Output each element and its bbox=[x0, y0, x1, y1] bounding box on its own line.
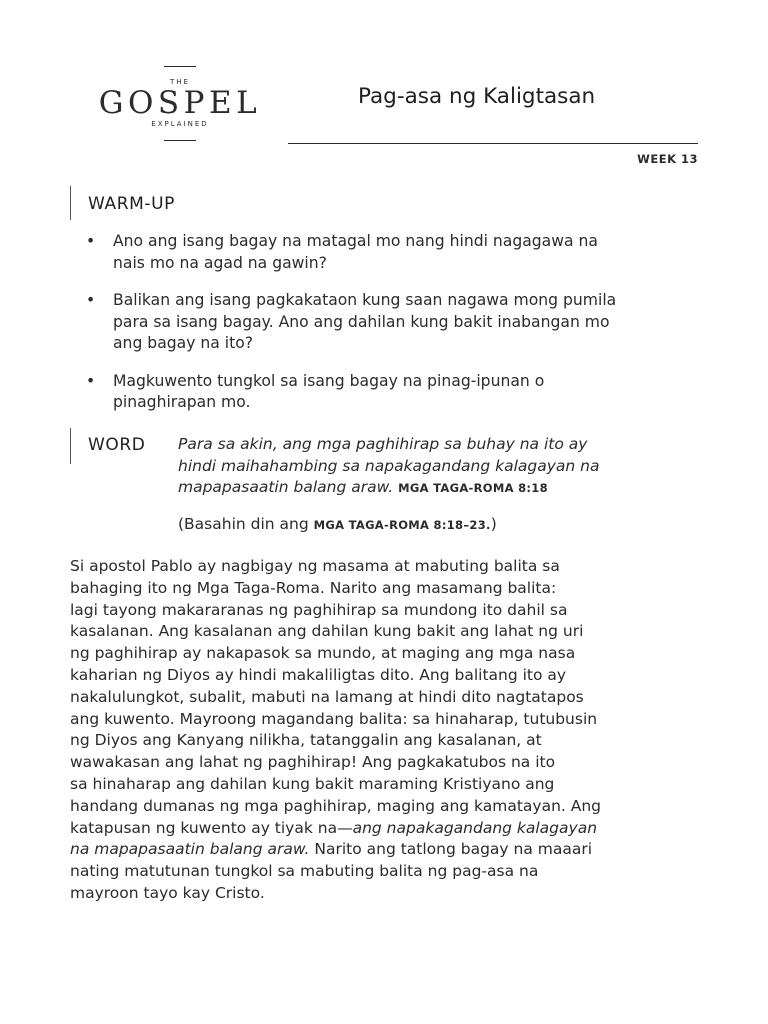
warmup-heading: WARM-UP bbox=[88, 194, 176, 214]
body-line: handang dumanas ng mga paghihirap, maging ang kamatayan. Ang bbox=[70, 796, 602, 815]
body-paragraph bbox=[70, 556, 700, 905]
question-line: • Magkuwento tungkol sa isang bagay na pinag-ipunan o bbox=[113, 371, 545, 390]
question-line: • Ano ang isang bagay na matagal mo nang hindi nagagawa na bbox=[113, 232, 598, 250]
verse-line bbox=[178, 477, 698, 500]
also-read-prefix: (Basahin din ang bbox=[178, 515, 314, 533]
body-line: bahaging ito ng Mga Taga-Roma. Narito ang masamang balita: bbox=[70, 578, 557, 597]
body-line: mayroon tayo kay Cristo. bbox=[70, 883, 265, 902]
body-line-text: Narito ang tatlong bagay na maaari bbox=[309, 840, 593, 859]
page-title: Pag-asa ng Kaligtasan bbox=[358, 84, 596, 109]
also-read-note bbox=[178, 514, 497, 537]
body-line bbox=[70, 839, 700, 861]
question-line: nais mo na agad na gawin? bbox=[113, 253, 327, 272]
warmup-section-bar bbox=[70, 186, 71, 220]
logo-top-rule bbox=[164, 66, 196, 67]
logo-bottom-rule bbox=[164, 140, 196, 141]
verse-line: Para sa akin, ang mga paghihirap sa buhay na ito ay bbox=[178, 435, 588, 453]
word-section-bar bbox=[70, 428, 71, 464]
question-line: para sa isang bagay. Ano ang dahilan kung bakit inabangan mo bbox=[113, 312, 610, 331]
body-line bbox=[70, 818, 700, 840]
scripture-verse bbox=[178, 434, 698, 500]
warmup-question-list bbox=[86, 231, 706, 430]
verse-line-text: mapapasaatin balang araw. bbox=[178, 478, 394, 496]
verse-line: hindi maihahambing sa napakagandang kalagayan na bbox=[178, 456, 600, 475]
body-line: ng Diyos ang Kanyang nilikha, tatanggalin ang kasalanan, at bbox=[70, 731, 542, 750]
body-line: kasalanan. Ang kasalanan ang dahilan kung bakit ang lahat ng uri bbox=[70, 622, 584, 641]
warmup-question bbox=[86, 290, 706, 355]
body-line: sa hinaharap ang dahilan kung bakit maraming Kristiyano ang bbox=[70, 774, 555, 793]
body-line: ang kuwento. Mayroong magandang balita: sa hinaharap, tutubusin bbox=[70, 709, 598, 728]
body-line-italic: na mapapasaatin balang araw. bbox=[70, 840, 310, 859]
warmup-question bbox=[86, 371, 706, 414]
body-line-italic: ang napakagandang kalagayan bbox=[352, 818, 598, 837]
body-line: nakalulungkot, subalit, mabuti na lamang at hindi dito nagtatapos bbox=[70, 687, 584, 706]
question-line: pinaghirapan mo. bbox=[113, 393, 251, 411]
also-read-reference: MGA TAGA-ROMA 8:18–23. bbox=[313, 518, 491, 532]
gospel-explained-logo bbox=[78, 66, 282, 141]
body-line-text: katapusan ng kuwento ay tiyak na— bbox=[70, 818, 353, 837]
title-divider bbox=[288, 143, 698, 144]
warmup-question bbox=[86, 231, 706, 274]
verse-reference: MGA TAGA-ROMA 8:18 bbox=[398, 481, 548, 495]
body-line: Si apostol Pablo ay nagbigay ng masama at mabuting balita sa bbox=[70, 557, 560, 575]
body-line: wawakasan ang lahat ng paghihirap! Ang pagkakatubos na ito bbox=[70, 753, 556, 772]
logo-explained: EXPLAINED bbox=[151, 120, 209, 128]
body-line: nating matutunan tungkol sa mabuting balita ng pag-asa na bbox=[70, 862, 539, 881]
word-heading: WORD bbox=[88, 435, 146, 455]
question-line: ang bagay na ito? bbox=[113, 334, 254, 352]
body-line: kaharian ng Diyos ay hindi makaliligtas dito. Ang balitang ito ay bbox=[70, 665, 567, 684]
also-read-suffix: ) bbox=[490, 515, 497, 533]
question-line: • Balikan ang isang pagkakataon kung saan nagawa mong pumila bbox=[113, 291, 617, 309]
week-label: WEEK 13 bbox=[637, 152, 698, 166]
body-line: ng paghihirap ay nakapasok sa mundo, at maging ang mga nasa bbox=[70, 644, 576, 663]
logo-the: THE bbox=[170, 78, 190, 86]
body-line: lagi tayong makararanas ng paghihirap sa mundong ito dahil sa bbox=[70, 600, 568, 619]
logo-gospel: GOSPEL bbox=[98, 85, 262, 121]
